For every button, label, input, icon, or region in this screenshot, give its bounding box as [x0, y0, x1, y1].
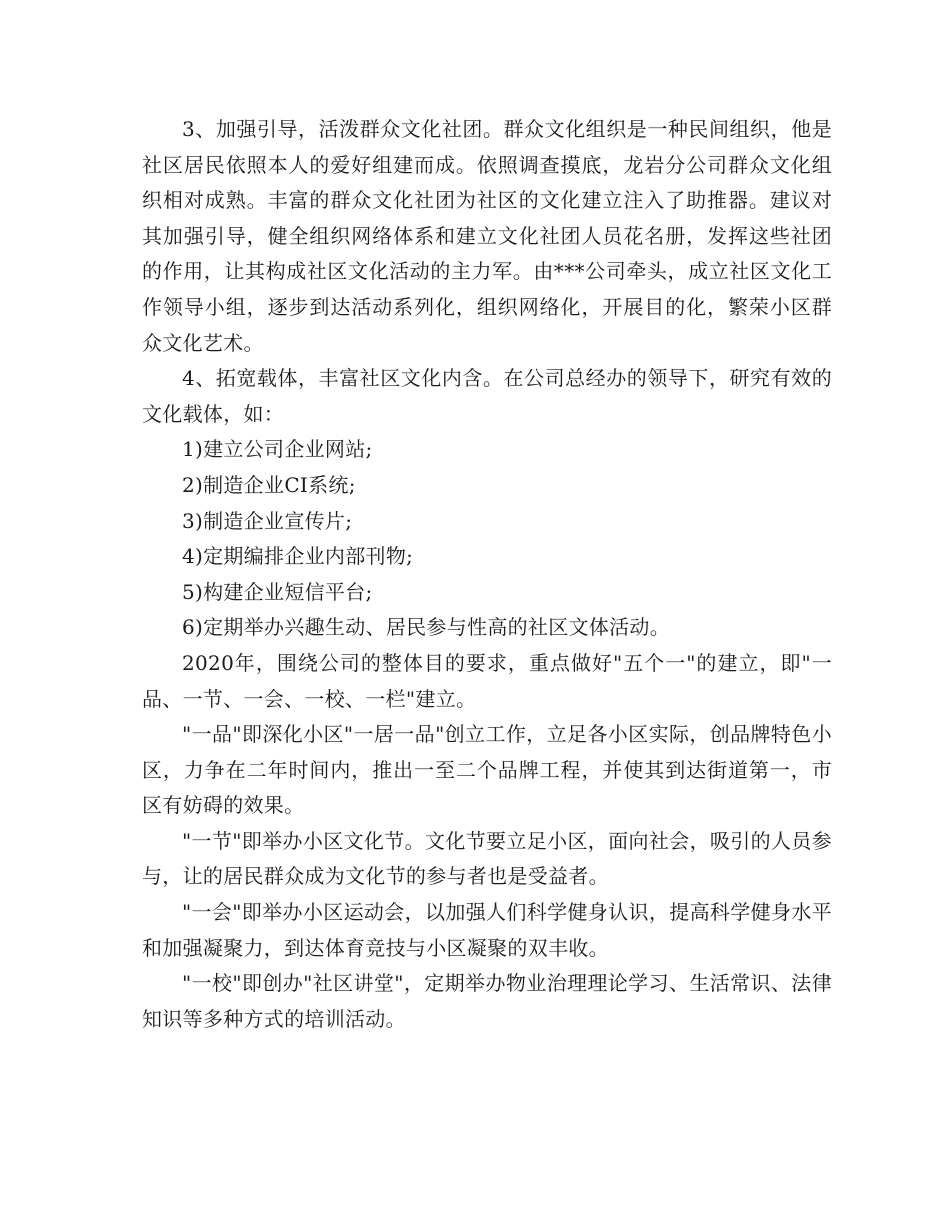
paragraph-yi-xiao: "一校"即创办"社区讲堂"，定期举办物业治理理论学习、生活常识、法律知识等多种方式的培训活动。 — [142, 971, 832, 1031]
paragraph-yi-hui: "一会"即举办小区运动会，以加强人们科学健身认识，提高科学健身水平和加强凝聚力，到达体育竞技与小区凝聚的双丰收。 — [142, 900, 832, 960]
paragraph-item-3: 3、加强引导，活泼群众文化社团。群众文化组织是一种民间组织，他是社区居民依照本人的爱好组建而成。依照调查摸底，龙岩分公司群众文化组织相对成熟。丰富的群众文化社团为社区的文化建立注入了助推器。建议对其加强引导，健全组织网络体系和建立文化社团人员花名册，发挥这些社团的作用，让其构成社区文化活动的主力军。由***公司牵头，成立社区文化工作领导小组，逐步到达活动系列化，组织网络化，开展目的化，繁荣小区群众文化艺术。 — [142, 117, 832, 355]
list-item-promo-film: 3)制造企业宣传片; — [182, 508, 353, 533]
list-item-sms-platform: 5)构建企业短信平台; — [182, 579, 373, 604]
document-page — [142, 112, 832, 1037]
paragraph-2020-plan: 2020年，围绕公司的整体目的要求，重点做好"五个一"的建立，即"一品、一节、一会、一校、一栏"建立。 — [142, 650, 832, 711]
list-item-ci-system: 2)制造企业CI系统; — [182, 472, 356, 497]
paragraph-yi-jie: "一节"即举办小区文化节。文化节要立足小区，面向社会，吸引的人员参与，让的居民群众成为文化节的参与者也是受益者。 — [142, 828, 832, 889]
paragraph-yi-pin: "一品"即深化小区"一居一品"创立工作，立足各小区实际，创品牌特色小区，力争在二年时间内，推出一至二个品牌工程，并使其到达街道第一，市区有妨碍的效果。 — [142, 722, 832, 818]
paragraph-item-4: 4、拓宽载体，丰富社区文化内含。在公司总经办的领导下，研究有效的文化载体，如： — [142, 366, 832, 426]
list-item-community-activities: 6)定期举办兴趣生动、居民参与性高的社区文体活动。 — [182, 615, 671, 640]
list-item-website: 1)建立公司企业网站; — [182, 437, 373, 462]
list-item-internal-journal: 4)定期编排企业内部刊物; — [182, 544, 414, 569]
